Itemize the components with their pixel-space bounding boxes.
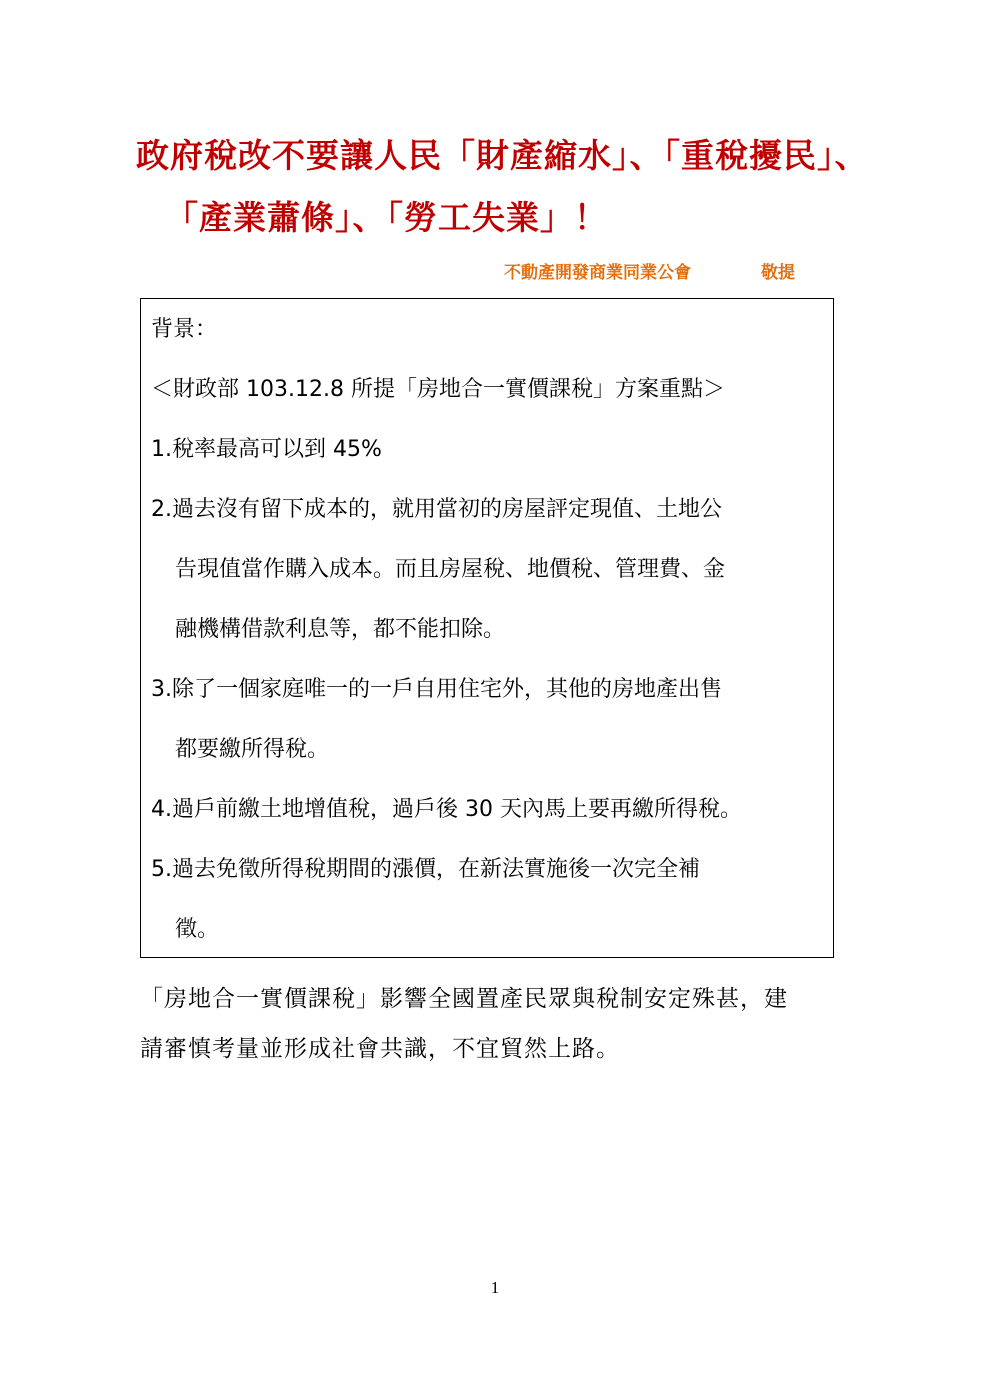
- item-3-line-1: 3.除了一個家庭唯一的一戶自用住宅外，其他的房地產出售: [151, 677, 722, 702]
- document-title-line-1: 政府稅改不要讓人民「財產縮水」、「重稅擾民」、: [136, 136, 869, 175]
- item-2-line-1: 2.過去沒有留下成本的，就用當初的房屋評定現值、土地公: [151, 497, 722, 522]
- item-5-line-1: 5.過去免徵所得稅期間的漲價，在新法實施後一次完全補: [151, 857, 700, 882]
- signature-organization: 不動產開發商業同業公會: [504, 263, 691, 283]
- page-number: 1: [490, 1278, 500, 1297]
- closing-paragraph-line-2: 請審慎考量並形成社會共識，不宜貿然上路。: [140, 1036, 620, 1062]
- box-subtitle: ＜財政部 103.12.8 所提「房地合一實價課稅」方案重點＞: [151, 377, 725, 402]
- item-4-line-1: 4.過戶前繳土地增值稅，過戶後 30 天內馬上要再繳所得稅。: [151, 797, 742, 822]
- box-heading: 背景：: [151, 317, 218, 342]
- item-2-line-3: 融機構借款利息等，都不能扣除。: [175, 617, 506, 642]
- item-5-line-2: 徵。: [175, 917, 220, 942]
- signature-respect: 敬提: [761, 263, 795, 283]
- item-3-line-2: 都要繳所得稅。: [175, 737, 330, 762]
- background-box: [140, 298, 834, 958]
- signature: [504, 258, 795, 283]
- item-2-line-2: 告現值當作購入成本。而且房屋稅、地價稅、管理費、金: [175, 557, 726, 582]
- item-1-line-1: 1.稅率最高可以到 45%: [151, 437, 382, 462]
- document-title-line-2: 「產業蕭條」、「勞工失業」！: [165, 198, 608, 237]
- closing-paragraph-line-1: 「房地合一實價課稅」影響全國置產民眾與稅制安定殊甚，建: [140, 986, 788, 1012]
